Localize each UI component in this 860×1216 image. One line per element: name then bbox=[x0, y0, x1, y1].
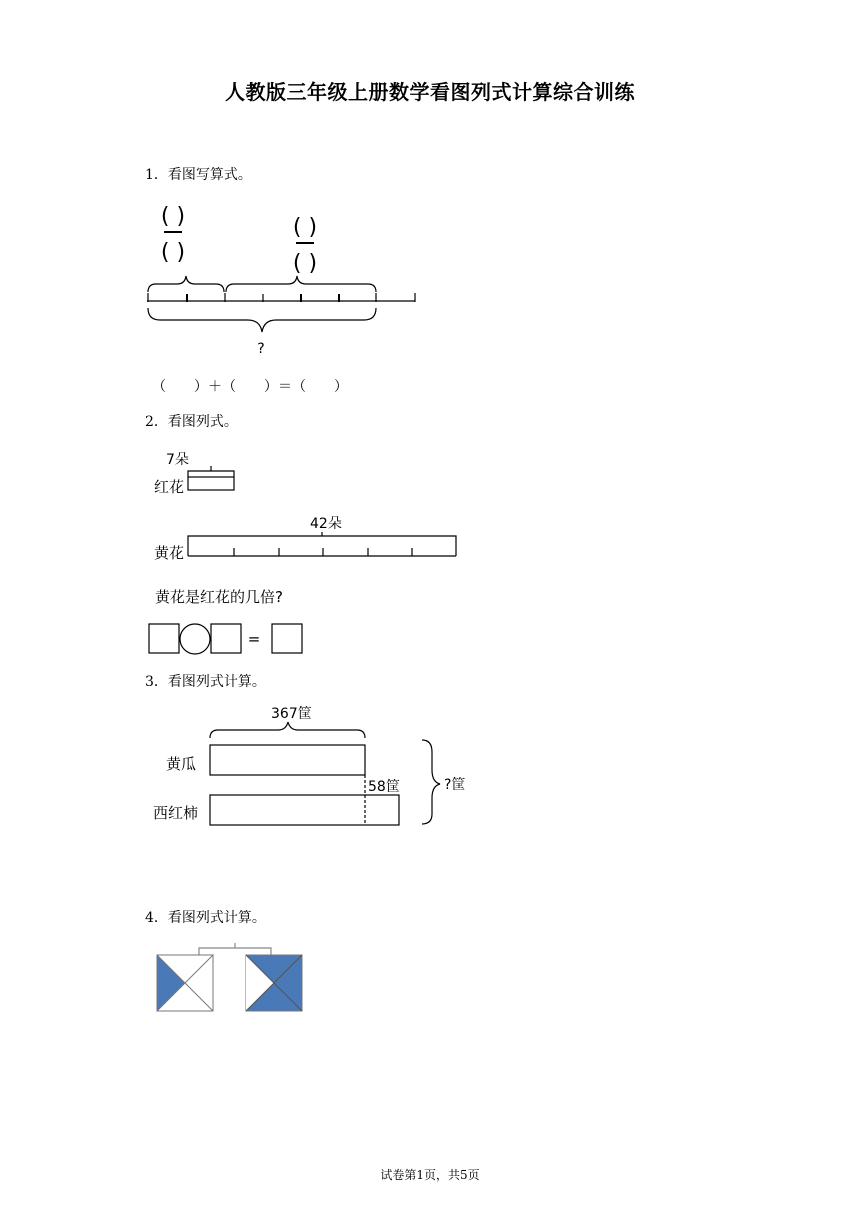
q1-number-line-figure bbox=[140, 196, 440, 366]
page-title: 人教版三年级上册数学看图列式计算综合训练 bbox=[225, 80, 635, 104]
q1-equation: （ ）＋（ ）＝（ ） bbox=[152, 379, 348, 395]
cucumber-brace bbox=[210, 722, 365, 738]
operator-circle bbox=[180, 624, 210, 654]
red-flower-bar bbox=[188, 477, 234, 490]
top-brace-left bbox=[148, 276, 224, 292]
question-number: 4． bbox=[145, 910, 168, 926]
red-flower-brace bbox=[188, 471, 234, 477]
q2-question-text: 黄花是红花的几倍? bbox=[155, 588, 283, 606]
question-2-heading bbox=[145, 411, 238, 431]
fraction-2-denominator: ( ) bbox=[292, 251, 318, 276]
cucumber-bar bbox=[210, 745, 365, 775]
left-square bbox=[157, 955, 213, 1011]
answer-box-2 bbox=[211, 624, 241, 653]
question-number: 3． bbox=[145, 674, 168, 690]
question-1-heading bbox=[145, 164, 252, 184]
red-flower-label: 红花 bbox=[154, 478, 185, 496]
bottom-brace bbox=[148, 308, 376, 332]
q2-answer-boxes bbox=[145, 621, 310, 657]
total-brace bbox=[422, 740, 440, 824]
brace-question-mark: ? bbox=[257, 341, 265, 357]
question-number: 1． bbox=[145, 167, 168, 183]
top-brace-right bbox=[226, 276, 376, 292]
tomato-label: 西红柿 bbox=[153, 804, 199, 822]
q3-bar-figure bbox=[148, 700, 478, 832]
cucumber-value: 367筐 bbox=[271, 706, 312, 722]
question-4-heading bbox=[145, 907, 266, 927]
total-label: ?筐 bbox=[444, 777, 466, 793]
question-3-heading bbox=[145, 671, 266, 691]
q2-bar-figure bbox=[148, 444, 468, 574]
tomato-bar bbox=[210, 795, 399, 825]
yellow-flower-value: 42朵 bbox=[310, 516, 342, 532]
right-square bbox=[246, 955, 302, 1011]
question-prompt: 看图列式计算。 bbox=[167, 674, 266, 690]
answer-box-3 bbox=[272, 624, 302, 653]
yellow-flower-brace bbox=[188, 536, 456, 542]
question-prompt: 看图列式计算。 bbox=[167, 910, 266, 926]
question-number: 2． bbox=[145, 414, 168, 430]
fraction-2-numerator: ( ) bbox=[292, 215, 318, 240]
fraction-1-numerator: ( ) bbox=[160, 204, 186, 229]
cucumber-label: 黄瓜 bbox=[166, 755, 197, 773]
question-prompt: 看图列式。 bbox=[167, 414, 238, 430]
equals-sign: = bbox=[247, 630, 261, 648]
question-prompt: 看图写算式。 bbox=[167, 167, 252, 183]
q4-squares-figure bbox=[150, 940, 310, 1018]
connector-bracket bbox=[199, 948, 271, 955]
difference-value: 58筐 bbox=[368, 779, 400, 795]
yellow-flower-bar bbox=[188, 542, 456, 556]
answer-box-1 bbox=[149, 624, 179, 653]
red-flower-value: 7朵 bbox=[166, 452, 189, 468]
yellow-flower-label: 黄花 bbox=[154, 544, 185, 562]
page-footer: 试卷第1页，共5页 bbox=[380, 1168, 480, 1182]
fraction-1-denominator: ( ) bbox=[160, 240, 186, 265]
